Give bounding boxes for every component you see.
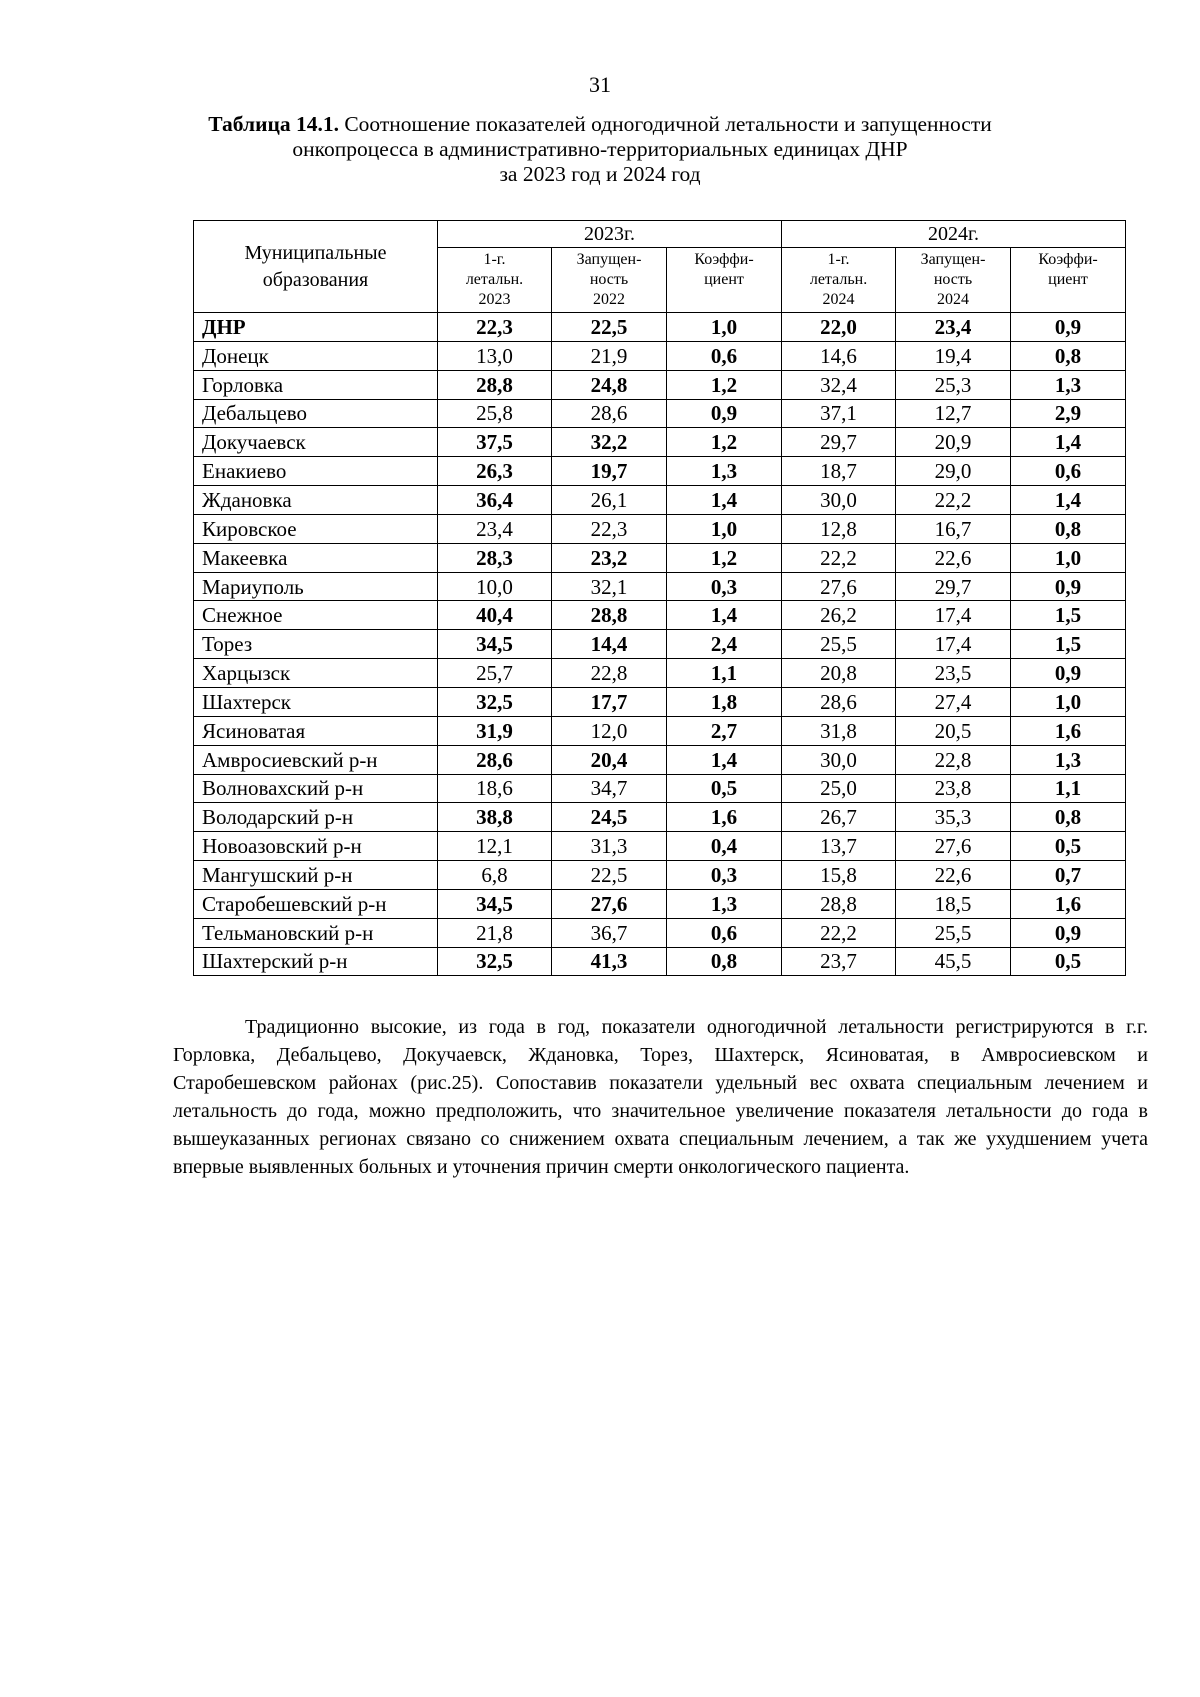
municipality-name: Енакиево bbox=[194, 457, 438, 486]
table-cell: 14,6 bbox=[782, 341, 896, 370]
table-cell: 1,0 bbox=[1011, 687, 1126, 716]
table-cell: 37,1 bbox=[782, 399, 896, 428]
table-cell: 1,4 bbox=[1011, 486, 1126, 515]
table-row bbox=[194, 861, 1126, 890]
table-cell: 17,7 bbox=[552, 687, 667, 716]
table-cell: 23,5 bbox=[896, 659, 1011, 688]
table-cell: 1,4 bbox=[667, 486, 782, 515]
table-cell: 22,8 bbox=[896, 745, 1011, 774]
column-header-line: Запущен- bbox=[920, 251, 986, 268]
table-cell: 0,8 bbox=[1011, 514, 1126, 543]
table-cell: 28,8 bbox=[438, 370, 552, 399]
column-header-line: 2024 bbox=[937, 291, 970, 308]
table-cell: 20,5 bbox=[896, 716, 1011, 745]
table-cell: 22,0 bbox=[782, 313, 896, 342]
table-cell: 0,5 bbox=[667, 774, 782, 803]
table-row bbox=[194, 313, 1126, 342]
table-cell: 0,5 bbox=[1011, 947, 1126, 976]
municipality-name: Ждановка bbox=[194, 486, 438, 515]
table-cell: 35,3 bbox=[896, 803, 1011, 832]
column-header bbox=[896, 248, 1011, 313]
table-cell: 1,4 bbox=[1011, 428, 1126, 457]
column-header-line: ность bbox=[589, 271, 629, 288]
municipality-name: Волновахский р-н bbox=[194, 774, 438, 803]
column-header-line: 2022 bbox=[593, 291, 625, 308]
table-cell: 1,5 bbox=[1011, 630, 1126, 659]
table-cell: 25,8 bbox=[438, 399, 552, 428]
table-cell: 0,3 bbox=[667, 572, 782, 601]
table-cell: 2,7 bbox=[667, 716, 782, 745]
table-cell: 12,0 bbox=[552, 716, 667, 745]
table-row bbox=[194, 428, 1126, 457]
column-header-line: циент bbox=[1048, 271, 1088, 288]
caption-line-3: за 2023 год и 2024 год bbox=[499, 162, 701, 186]
table-cell: 26,7 bbox=[782, 803, 896, 832]
column-header bbox=[667, 248, 782, 313]
municipality-name: Мангушский р-н bbox=[194, 861, 438, 890]
table-cell: 19,4 bbox=[896, 341, 1011, 370]
table-cell: 1,0 bbox=[667, 313, 782, 342]
table-cell: 2,9 bbox=[1011, 399, 1126, 428]
table-row bbox=[194, 601, 1126, 630]
table-cell: 0,5 bbox=[1011, 832, 1126, 861]
table-cell: 25,5 bbox=[782, 630, 896, 659]
table-cell: 23,8 bbox=[896, 774, 1011, 803]
table-cell: 38,8 bbox=[438, 803, 552, 832]
municipality-name: Снежное bbox=[194, 601, 438, 630]
table-cell: 28,6 bbox=[552, 399, 667, 428]
table-cell: 0,9 bbox=[1011, 572, 1126, 601]
table-cell: 1,3 bbox=[667, 457, 782, 486]
table-cell: 41,3 bbox=[552, 947, 667, 976]
municipality-name: Мариуполь bbox=[194, 572, 438, 601]
table-row bbox=[194, 918, 1126, 947]
year-2023-header: 2023г. bbox=[438, 221, 782, 248]
table-cell: 0,4 bbox=[667, 832, 782, 861]
table-cell: 0,7 bbox=[1011, 861, 1126, 890]
table-cell: 0,8 bbox=[667, 947, 782, 976]
caption-label: Таблица 14.1. bbox=[208, 112, 339, 136]
column-header bbox=[1011, 248, 1126, 313]
column-header-line: Коэффи- bbox=[1038, 251, 1098, 268]
table-cell: 1,6 bbox=[1011, 889, 1126, 918]
municipality-name: Макеевка bbox=[194, 543, 438, 572]
table-cell: 28,8 bbox=[552, 601, 667, 630]
table-cell: 0,9 bbox=[667, 399, 782, 428]
table-row bbox=[194, 341, 1126, 370]
table-cell: 18,6 bbox=[438, 774, 552, 803]
table-cell: 20,8 bbox=[782, 659, 896, 688]
table-cell: 23,2 bbox=[552, 543, 667, 572]
table-cell: 18,5 bbox=[896, 889, 1011, 918]
table-row bbox=[194, 486, 1126, 515]
table-row bbox=[194, 370, 1126, 399]
municipality-name: Донецк bbox=[194, 341, 438, 370]
table-row bbox=[194, 774, 1126, 803]
table-cell: 30,0 bbox=[782, 745, 896, 774]
caption-line-2: онкопроцесса в административно-территориальных единицах ДНР bbox=[292, 137, 908, 161]
table-cell: 21,8 bbox=[438, 918, 552, 947]
table-cell: 45,5 bbox=[896, 947, 1011, 976]
table-row bbox=[194, 659, 1126, 688]
table-cell: 27,6 bbox=[552, 889, 667, 918]
table-cell: 28,6 bbox=[438, 745, 552, 774]
column-header-line: Коэффи- bbox=[694, 251, 754, 268]
table-row bbox=[194, 803, 1126, 832]
table-cell: 23,4 bbox=[896, 313, 1011, 342]
municipality-header-line-2: образования bbox=[262, 268, 369, 291]
table-cell: 25,3 bbox=[896, 370, 1011, 399]
column-header bbox=[782, 248, 896, 313]
municipality-name: Новоазовский р-н bbox=[194, 832, 438, 861]
table-cell: 27,4 bbox=[896, 687, 1011, 716]
column-header-line: ность bbox=[933, 271, 973, 288]
table-cell: 1,6 bbox=[667, 803, 782, 832]
table-cell: 32,2 bbox=[552, 428, 667, 457]
table-cell: 32,1 bbox=[552, 572, 667, 601]
column-header bbox=[552, 248, 667, 313]
municipality-name: Харцызск bbox=[194, 659, 438, 688]
municipality-name: Тельмановский р-н bbox=[194, 918, 438, 947]
table-cell: 6,8 bbox=[438, 861, 552, 890]
table-cell: 23,4 bbox=[438, 514, 552, 543]
table-cell: 22,5 bbox=[552, 313, 667, 342]
table-cell: 22,2 bbox=[782, 918, 896, 947]
municipality-name: Амвросиевский р-н bbox=[194, 745, 438, 774]
table-cell: 0,9 bbox=[1011, 918, 1126, 947]
municipality-name: Володарский р-н bbox=[194, 803, 438, 832]
municipality-name: Докучаевск bbox=[194, 428, 438, 457]
table-cell: 31,8 bbox=[782, 716, 896, 745]
lethality-neglect-table bbox=[193, 220, 1126, 976]
table-cell: 22,2 bbox=[896, 486, 1011, 515]
table-cell: 13,7 bbox=[782, 832, 896, 861]
table-cell: 0,6 bbox=[667, 918, 782, 947]
table-cell: 18,7 bbox=[782, 457, 896, 486]
column-header-line: 2023 bbox=[478, 291, 511, 308]
table-cell: 22,6 bbox=[896, 861, 1011, 890]
table-cell: 36,4 bbox=[438, 486, 552, 515]
table-cell: 40,4 bbox=[438, 601, 552, 630]
municipality-name: Дебальцево bbox=[194, 399, 438, 428]
table-cell: 12,7 bbox=[896, 399, 1011, 428]
table-cell: 29,0 bbox=[896, 457, 1011, 486]
table-row bbox=[194, 543, 1126, 572]
table-cell: 14,4 bbox=[552, 630, 667, 659]
table-row bbox=[194, 514, 1126, 543]
table-cell: 36,7 bbox=[552, 918, 667, 947]
table-cell: 1,5 bbox=[1011, 601, 1126, 630]
table-cell: 28,3 bbox=[438, 543, 552, 572]
table-cell: 22,3 bbox=[552, 514, 667, 543]
table-cell: 26,2 bbox=[782, 601, 896, 630]
table-cell: 32,5 bbox=[438, 947, 552, 976]
column-header-line: Запущен- bbox=[576, 251, 642, 268]
table-cell: 2,4 bbox=[667, 630, 782, 659]
table-cell: 1,0 bbox=[1011, 543, 1126, 572]
table-cell: 12,8 bbox=[782, 514, 896, 543]
table-cell: 15,8 bbox=[782, 861, 896, 890]
table-cell: 0,9 bbox=[1011, 313, 1126, 342]
table-cell: 27,6 bbox=[782, 572, 896, 601]
table-cell: 1,6 bbox=[1011, 716, 1126, 745]
table-cell: 31,3 bbox=[552, 832, 667, 861]
column-header bbox=[438, 248, 552, 313]
table-cell: 17,4 bbox=[896, 601, 1011, 630]
table-cell: 19,7 bbox=[552, 457, 667, 486]
table-cell: 13,0 bbox=[438, 341, 552, 370]
table-cell: 31,9 bbox=[438, 716, 552, 745]
table-cell: 34,5 bbox=[438, 889, 552, 918]
table-row bbox=[194, 572, 1126, 601]
year-header-row bbox=[194, 221, 1126, 248]
column-header-line: 2024 bbox=[822, 291, 855, 308]
municipality-name: Шахтерский р-н bbox=[194, 947, 438, 976]
table-cell: 1,3 bbox=[1011, 370, 1126, 399]
table-row bbox=[194, 457, 1126, 486]
table-row bbox=[194, 947, 1126, 976]
table-cell: 26,1 bbox=[552, 486, 667, 515]
table-row bbox=[194, 889, 1126, 918]
column-header-line: летальн. bbox=[809, 271, 868, 288]
table-row bbox=[194, 832, 1126, 861]
table-cell: 1,3 bbox=[1011, 745, 1126, 774]
municipality-header bbox=[194, 221, 438, 313]
table-cell: 1,2 bbox=[667, 543, 782, 572]
table-cell: 21,9 bbox=[552, 341, 667, 370]
table-cell: 29,7 bbox=[896, 572, 1011, 601]
table-cell: 0,8 bbox=[1011, 803, 1126, 832]
column-header-line: летальн. bbox=[465, 271, 524, 288]
municipality-name: Торез bbox=[194, 630, 438, 659]
table-cell: 22,3 bbox=[438, 313, 552, 342]
table-cell: 0,3 bbox=[667, 861, 782, 890]
table-cell: 1,1 bbox=[1011, 774, 1126, 803]
table-cell: 30,0 bbox=[782, 486, 896, 515]
table-cell: 1,2 bbox=[667, 428, 782, 457]
municipality-name: Кировское bbox=[194, 514, 438, 543]
table-cell: 1,1 bbox=[667, 659, 782, 688]
table-cell: 1,3 bbox=[667, 889, 782, 918]
table-cell: 28,8 bbox=[782, 889, 896, 918]
table-cell: 32,4 bbox=[782, 370, 896, 399]
table-cell: 12,1 bbox=[438, 832, 552, 861]
municipality-name: ДНР bbox=[194, 313, 438, 342]
table-cell: 1,0 bbox=[667, 514, 782, 543]
table-cell: 1,8 bbox=[667, 687, 782, 716]
table-cell: 1,2 bbox=[667, 370, 782, 399]
table-cell: 22,8 bbox=[552, 659, 667, 688]
table-cell: 32,5 bbox=[438, 687, 552, 716]
table-cell: 17,4 bbox=[896, 630, 1011, 659]
table-cell: 0,9 bbox=[1011, 659, 1126, 688]
table-cell: 23,7 bbox=[782, 947, 896, 976]
year-2024-header: 2024г. bbox=[782, 221, 1126, 248]
table-cell: 34,7 bbox=[552, 774, 667, 803]
table-row bbox=[194, 687, 1126, 716]
table-cell: 0,8 bbox=[1011, 341, 1126, 370]
table-cell: 0,6 bbox=[667, 341, 782, 370]
table-row bbox=[194, 399, 1126, 428]
page-number: 31 bbox=[589, 72, 611, 97]
municipality-name: Ясиноватая bbox=[194, 716, 438, 745]
table-row bbox=[194, 630, 1126, 659]
table-cell: 28,6 bbox=[782, 687, 896, 716]
table-cell: 25,0 bbox=[782, 774, 896, 803]
table-cell: 29,7 bbox=[782, 428, 896, 457]
table-cell: 20,4 bbox=[552, 745, 667, 774]
table-body bbox=[194, 313, 1126, 976]
table-cell: 25,5 bbox=[896, 918, 1011, 947]
table-cell: 0,6 bbox=[1011, 457, 1126, 486]
table-cell: 20,9 bbox=[896, 428, 1011, 457]
table-row bbox=[194, 716, 1126, 745]
table-cell: 24,5 bbox=[552, 803, 667, 832]
table-cell: 27,6 bbox=[896, 832, 1011, 861]
column-header-line: 1-г. bbox=[483, 251, 506, 268]
table-caption bbox=[160, 112, 1040, 187]
table-cell: 24,8 bbox=[552, 370, 667, 399]
municipality-name: Старобешевский р-н bbox=[194, 889, 438, 918]
table-cell: 26,3 bbox=[438, 457, 552, 486]
table-row bbox=[194, 745, 1126, 774]
table-cell: 22,2 bbox=[782, 543, 896, 572]
caption-line-1 bbox=[160, 112, 1040, 137]
table-cell: 22,6 bbox=[896, 543, 1011, 572]
municipality-name: Горловка bbox=[194, 370, 438, 399]
table-cell: 10,0 bbox=[438, 572, 552, 601]
caption-title-text: Соотношение показателей одногодичной летальности и запущенности bbox=[344, 112, 992, 136]
body-paragraph: Традиционно высокие, из года в год, показатели одногодичной летальности регистрируются в г.г. Горловка, Дебальцево, Докучаевск, Ждановка, Торез, Шахтерск, Ясиноватая, в Амвросиевском и Старобешевском районах (рис.25). Сопоставив показатели удельный вес охвата специальным лечением и летальность до года, можно предположить, что значительное увеличение показателя летальности до года в вышеуказанных регионах связано со снижением охвата специальным лечением, а так же ухудшением учета впервые выявленных больных и уточнения причин смерти онкологического пациента. bbox=[173, 1016, 1148, 1178]
table-cell: 22,5 bbox=[552, 861, 667, 890]
table-cell: 34,5 bbox=[438, 630, 552, 659]
table-cell: 37,5 bbox=[438, 428, 552, 457]
column-header-line: циент bbox=[704, 271, 744, 288]
table-cell: 1,4 bbox=[667, 745, 782, 774]
municipality-header-line-1: Муниципальные bbox=[244, 241, 387, 264]
table-cell: 25,7 bbox=[438, 659, 552, 688]
table-cell: 1,4 bbox=[667, 601, 782, 630]
table-cell: 16,7 bbox=[896, 514, 1011, 543]
municipality-name: Шахтерск bbox=[194, 687, 438, 716]
column-header-line: 1-г. bbox=[827, 251, 850, 268]
